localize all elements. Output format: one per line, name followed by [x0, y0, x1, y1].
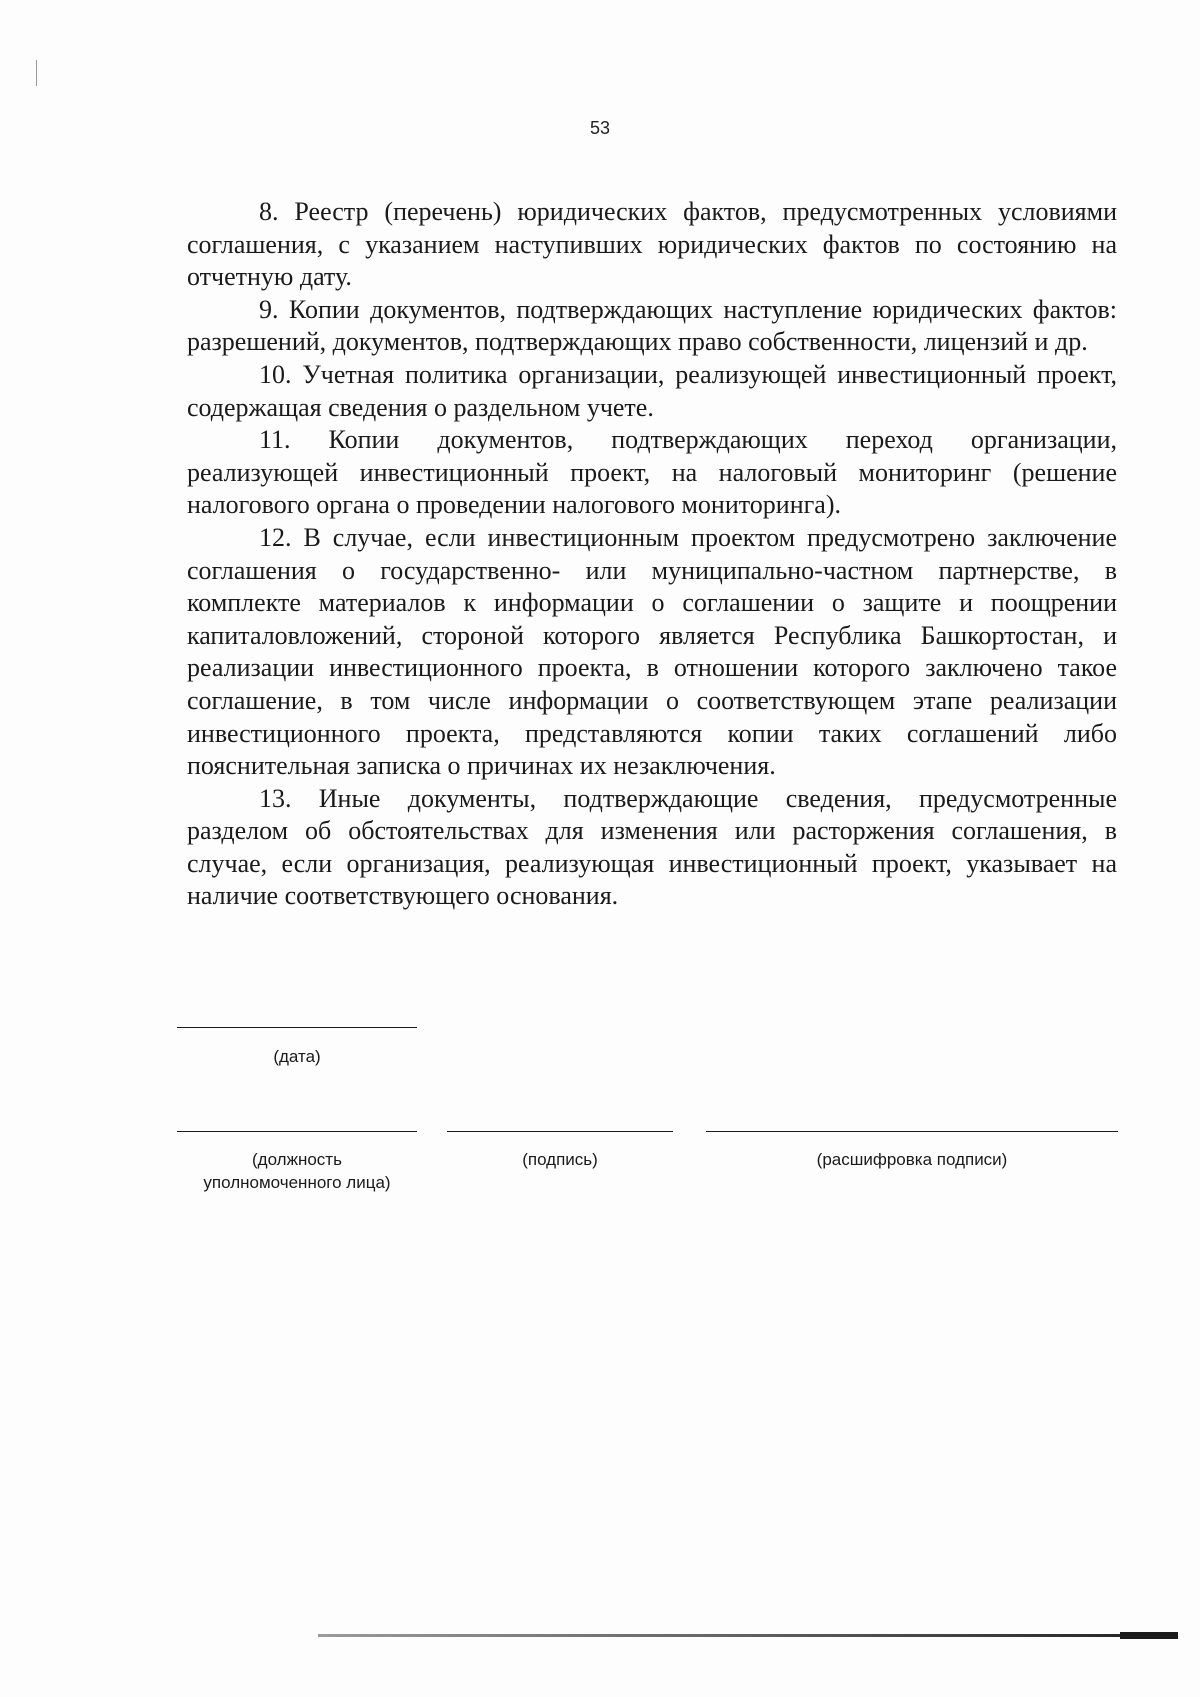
position-caption: [167, 1148, 427, 1194]
paragraph-item-9: 9. Копии документов, подтверждающих наступление юридических фактов: разрешений, документов, подтверждающих право собственности, лицензий и др.: [187, 294, 1117, 357]
position-caption-line2: уполномоченного лица): [203, 1173, 391, 1192]
page-number: 53: [589, 118, 611, 138]
paragraph-item-8: 8. Реестр (перечень) юридических фактов, предусмотренных условиями соглашения, с указанием наступивших юридических фактов по состоянию на отчетную дату.: [187, 197, 1117, 292]
scan-artifact: [36, 60, 37, 86]
date-caption: (дата): [273, 1047, 321, 1066]
paragraph-item-11: 11. Копии документов, подтверждающих переход организации, реализующей инвестиционный проект, на налоговый мониторинг (решение налогового органа о проведении налогового мониторинга).: [187, 425, 1117, 520]
paragraph-item-10: 10. Учетная политика организации, реализующей инвестиционный проект, содержащая сведения о раздельном учете.: [187, 359, 1117, 422]
paragraph-item-12: 12. В случае, если инвестиционным проектом предусмотрено заключение соглашения о государственно- или муниципально-частном партнерстве, в комплекте материалов к информации о соглашении о защите и поощрении капиталовложений, стороной которого является Республика Башкортостан, и реализации инвестиционного проекта, в отношении которого заключено такое соглашение, в том числе информации о соответствующем этапе реализации инвестиционного проекта, представляются копии таких соглашений либо пояснительная записка о причинах их незаключения.: [187, 522, 1117, 781]
decryption-line: [706, 1131, 1118, 1132]
signature-caption: (подпись): [522, 1150, 598, 1169]
date-line: [177, 1027, 417, 1028]
decryption-caption: (расшифровка подписи): [816, 1150, 1008, 1169]
paragraph-item-13: 13. Иные документы, подтверждающие сведения, предусмотренные разделом об обстоятельствах для изменения или расторжения соглашения, в случае, если организация, реализующая инвестиционный проект, указывает на наличие соответствующего основания.: [187, 783, 1117, 911]
footer-rule: [318, 1634, 1178, 1637]
position-line: [177, 1131, 417, 1132]
signature-line: [447, 1131, 673, 1132]
document-body: [187, 196, 1117, 913]
footer-rule-end: [1120, 1632, 1178, 1639]
position-caption-line1: (должность: [252, 1150, 342, 1169]
